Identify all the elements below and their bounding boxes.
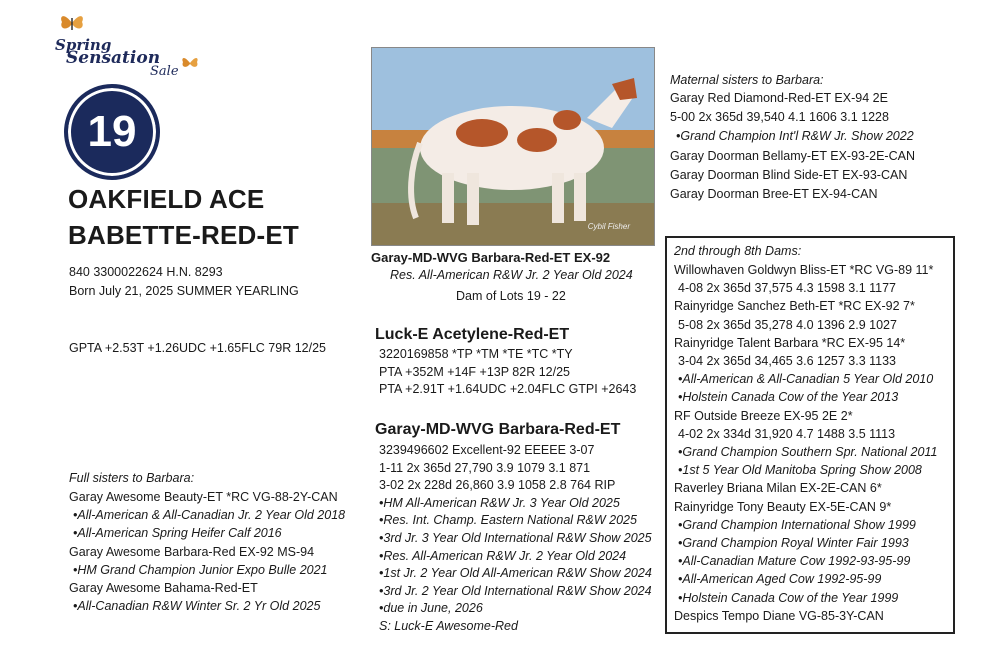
photo-caption-dam: Dam of Lots 19 - 22 bbox=[456, 289, 566, 303]
dam-pedigree-line: •Holstein Canada Cow of the Year 1999 bbox=[678, 590, 899, 605]
sire-line: PTA +2.91T +1.64UDC +2.04FLC GTPI +2643 bbox=[379, 382, 637, 396]
dam-pedigree-line: Rainyridge Talent Barbara *RC EX-95 14* bbox=[674, 335, 906, 350]
dam-line: •HM All-American R&W Jr. 3 Year Old 2025 bbox=[379, 495, 620, 510]
dam-name: Garay-MD-WVG Barbara-Red-ET bbox=[375, 421, 621, 438]
dam-pedigree-line: 4-08 2x 365d 37,575 4.3 1598 3.1 1177 bbox=[678, 281, 897, 296]
lot-number-badge: 19 bbox=[64, 84, 160, 180]
dam-pedigree-line: •Grand Champion Southern Spr. National 2011 bbox=[678, 445, 938, 459]
full-sister-line: Garay Awesome Bahama-Red-ET bbox=[69, 581, 258, 595]
dam-pedigree-line: Rainyridge Sanchez Beth-ET *RC EX-92 7* bbox=[674, 299, 915, 314]
dam-pedigree-line: Willowhaven Goldwyn Bliss-ET *RC VG-89 11* bbox=[674, 263, 934, 277]
dam-pedigree-line: •1st 5 Year Old Manitoba Spring Show 2008 bbox=[678, 463, 922, 478]
dam-pedigree-line: Despics Tempo Diane VG-85-3Y-CAN bbox=[674, 608, 884, 623]
dams-heading: 2nd through 8th Dams: bbox=[674, 244, 802, 258]
maternal-sister-line: Garay Red Diamond-Red-ET EX-94 2E bbox=[670, 91, 888, 105]
dam-line: 1-11 2x 365d 27,790 3.9 1079 3.1 871 bbox=[379, 460, 591, 475]
cow-gpta: GPTA +2.53T +1.26UDC +1.65FLC 79R 12/25 bbox=[69, 341, 326, 355]
cow-id: 840 3300022624 H.N. 8293 bbox=[69, 265, 223, 279]
dam-pedigree-line: •Holstein Canada Cow of the Year 2013 bbox=[678, 390, 899, 405]
dam-pedigree-line: RF Outside Breeze EX-95 2E 2* bbox=[674, 408, 853, 423]
dam-line: 3239496602 Excellent-92 EEEEE 3-07 bbox=[379, 443, 595, 457]
full-sister-line: •All-American Spring Heifer Calf 2016 bbox=[73, 526, 282, 541]
dam-line: •1st Jr. 2 Year Old All-American R&W Show 2024 bbox=[379, 566, 652, 581]
dam-pedigree-line: •Grand Champion International Show 1999 bbox=[678, 517, 916, 532]
dam-pedigree-line: Rainyridge Tony Beauty EX-5E-CAN 9* bbox=[674, 499, 892, 514]
photo-caption-award: Res. All-American R&W Jr. 2 Year Old 2024 bbox=[390, 268, 633, 282]
cow-photo-illustration bbox=[372, 48, 654, 245]
dam-line: S: Luck-E Awesome-Red bbox=[379, 619, 518, 633]
dam-pedigree-line: •All-American Aged Cow 1992-95-99 bbox=[678, 572, 882, 587]
photographer-credit: Cybil Fisher bbox=[587, 222, 630, 231]
photo-caption-name: Garay-MD-WVG Barbara-Red-ET EX-92 bbox=[371, 250, 611, 265]
sire-line: PTA +352M +14F +13P 82R 12/25 bbox=[379, 364, 570, 379]
dam-pedigree-line: 5-08 2x 365d 35,278 4.0 1396 2.9 1027 bbox=[678, 317, 897, 332]
dam-line: •Res. All-American R&W Jr. 2 Year Old 2024 bbox=[379, 548, 627, 563]
dam-line: •Res. Int. Champ. Eastern National R&W 2025 bbox=[379, 513, 637, 528]
cow-name-line2: BABETTE-RED-ET bbox=[68, 220, 300, 250]
dam-pedigree-line: •All-Canadian Mature Cow 1992-93-95-99 bbox=[678, 554, 911, 569]
full-sister-line: •All-Canadian R&W Winter Sr. 2 Yr Old 2025 bbox=[73, 599, 321, 614]
maternal-sister-line: •Grand Champion Int'l R&W Jr. Show 2022 bbox=[676, 129, 914, 144]
sire-line: 3220169858 *TP *TM *TE *TC *TY bbox=[379, 347, 573, 361]
dam-line: •3rd Jr. 2 Year Old International R&W Show 2024 bbox=[379, 583, 652, 598]
dam-pedigree-line: 3-04 2x 365d 34,465 3.6 1257 3.3 1133 bbox=[678, 354, 897, 368]
maternal-sisters-heading: Maternal sisters to Barbara: bbox=[670, 73, 824, 87]
maternal-sister-line: Garay Doorman Blind Side-ET EX-93-CAN bbox=[670, 167, 908, 182]
logo-spring-text: Spring bbox=[55, 36, 112, 54]
full-sister-line: Garay Awesome Beauty-ET *RC VG-88-2Y-CAN bbox=[69, 490, 338, 504]
cow-name-line1: OAKFIELD ACE bbox=[68, 184, 265, 214]
maternal-sister-line: Garay Doorman Bellamy-ET EX-93-2E-CAN bbox=[670, 148, 915, 163]
dam-pedigree-line: •All-American & All-Canadian 5 Year Old 2010 bbox=[678, 372, 934, 387]
logo-sale-text: Sale bbox=[150, 64, 179, 79]
logo-sensation-text: Sensation bbox=[66, 48, 161, 68]
full-sister-line: •HM Grand Champion Junior Expo Bulle 2021 bbox=[73, 562, 328, 577]
sire-name: Luck-E Acetylene-Red-ET bbox=[375, 326, 570, 343]
maternal-sister-line: 5-00 2x 365d 39,540 4.1 1606 3.1 1228 bbox=[670, 110, 889, 125]
cow-born: Born July 21, 2025 SUMMER YEARLING bbox=[69, 284, 299, 298]
dam-pedigree-line: •Grand Champion Royal Winter Fair 1993 bbox=[678, 536, 909, 550]
butterfly-icon bbox=[58, 10, 86, 36]
dam-pedigree-line: 4-02 2x 334d 31,920 4.7 1488 3.5 1113 bbox=[678, 426, 896, 441]
dam-pedigree-line: Raverley Briana Milan EX-2E-CAN 6* bbox=[674, 481, 882, 496]
full-sister-line: Garay Awesome Barbara-Red EX-92 MS-94 bbox=[69, 544, 315, 559]
full-sisters-heading: Full sisters to Barbara: bbox=[69, 471, 195, 485]
dam-line: •due in June, 2026 bbox=[379, 601, 483, 616]
small-butterfly-icon bbox=[180, 54, 200, 72]
dam-line: •3rd Jr. 3 Year Old International R&W Show 2025 bbox=[379, 531, 652, 545]
maternal-sister-line: Garay Doorman Bree-ET EX-94-CAN bbox=[670, 187, 878, 201]
dam-line: 3-02 2x 228d 26,860 3.9 1058 2.8 764 RIP bbox=[379, 478, 616, 493]
full-sister-line: •All-American & All-Canadian Jr. 2 Year Old 2018 bbox=[73, 508, 346, 523]
cow-photo bbox=[371, 47, 655, 246]
